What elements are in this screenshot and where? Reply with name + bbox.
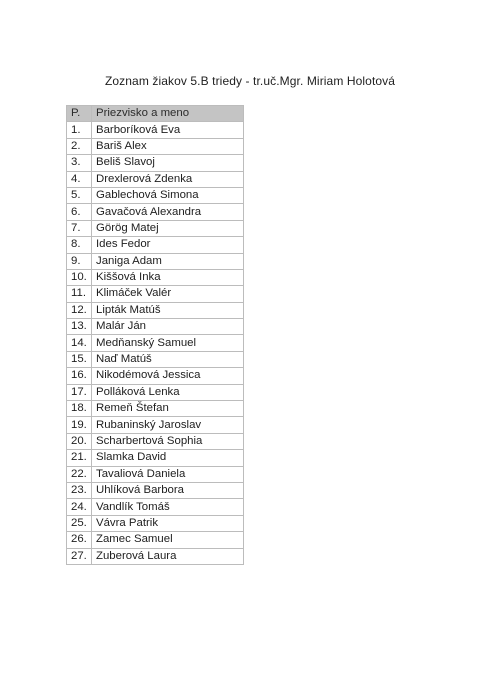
row-number: 11. (67, 286, 92, 302)
table-row (67, 482, 244, 498)
table-row (67, 499, 244, 515)
student-name: Naď Matúš (92, 351, 244, 367)
student-name: Bariš Alex (92, 138, 244, 154)
table-row (67, 466, 244, 482)
student-name: Görög Matej (92, 220, 244, 236)
table-row (67, 548, 244, 564)
row-number: 25. (67, 515, 92, 531)
table-row (67, 532, 244, 548)
table-row (67, 237, 244, 253)
student-name: Scharbertová Sophia (92, 433, 244, 449)
student-name: Rubaninský Jaroslav (92, 417, 244, 433)
table-row (67, 515, 244, 531)
student-name: Malár Ján (92, 319, 244, 335)
student-name: Vandlík Tomáš (92, 499, 244, 515)
table-row (67, 319, 244, 335)
student-name: Remeň Štefan (92, 401, 244, 417)
student-name: Barboríková Eva (92, 122, 244, 138)
student-name: Janiga Adam (92, 253, 244, 269)
table-row (67, 204, 244, 220)
student-name: Beliš Slavoj (92, 155, 244, 171)
table-row (67, 368, 244, 384)
table-row (67, 269, 244, 285)
table-row (67, 122, 244, 138)
page-title: Zoznam žiakov 5.B triedy - tr.uč.Mgr. Miriam Holotová (104, 74, 396, 88)
table-row (67, 450, 244, 466)
row-number: 15. (67, 351, 92, 367)
student-name: Slamka David (92, 450, 244, 466)
student-name: Nikodémová Jessica (92, 368, 244, 384)
row-number: 26. (67, 532, 92, 548)
student-name: Tavaliová Daniela (92, 466, 244, 482)
student-list-table (66, 105, 244, 565)
table-row (67, 253, 244, 269)
row-number: 23. (67, 482, 92, 498)
student-name: Gablechová Simona (92, 187, 244, 203)
table-row (67, 138, 244, 154)
student-name: Vávra Patrik (92, 515, 244, 531)
row-number: 19. (67, 417, 92, 433)
table-row (67, 187, 244, 203)
table-row (67, 155, 244, 171)
row-number: 5. (67, 187, 92, 203)
student-name: Kiššová Inka (92, 269, 244, 285)
student-name: Drexlerová Zdenka (92, 171, 244, 187)
table-row (67, 335, 244, 351)
student-name: Gavačová Alexandra (92, 204, 244, 220)
row-number: 17. (67, 384, 92, 400)
column-header-name: Priezvisko a meno (92, 106, 244, 122)
table-row (67, 417, 244, 433)
row-number: 10. (67, 269, 92, 285)
student-name: Polláková Lenka (92, 384, 244, 400)
row-number: 9. (67, 253, 92, 269)
row-number: 7. (67, 220, 92, 236)
table-row (67, 171, 244, 187)
row-number: 6. (67, 204, 92, 220)
student-name: Klimáček Valér (92, 286, 244, 302)
row-number: 14. (67, 335, 92, 351)
row-number: 22. (67, 466, 92, 482)
student-name: Zamec Samuel (92, 532, 244, 548)
row-number: 21. (67, 450, 92, 466)
row-number: 3. (67, 155, 92, 171)
student-name: Lipták Matúš (92, 302, 244, 318)
row-number: 2. (67, 138, 92, 154)
student-name: Uhlíková Barbora (92, 482, 244, 498)
row-number: 20. (67, 433, 92, 449)
row-number: 27. (67, 548, 92, 564)
row-number: 18. (67, 401, 92, 417)
table-row (67, 286, 244, 302)
table-row (67, 220, 244, 236)
table-row (67, 351, 244, 367)
row-number: 24. (67, 499, 92, 515)
table-row (67, 302, 244, 318)
student-name: Medňanský Samuel (92, 335, 244, 351)
student-name: Zuberová Laura (92, 548, 244, 564)
column-header-number: P. (67, 106, 92, 122)
row-number: 8. (67, 237, 92, 253)
table-row (67, 433, 244, 449)
table-row (67, 384, 244, 400)
row-number: 1. (67, 122, 92, 138)
row-number: 13. (67, 319, 92, 335)
row-number: 16. (67, 368, 92, 384)
row-number: 12. (67, 302, 92, 318)
row-number: 4. (67, 171, 92, 187)
table-header-row (67, 106, 244, 122)
student-name: Ides Fedor (92, 237, 244, 253)
table-row (67, 401, 244, 417)
